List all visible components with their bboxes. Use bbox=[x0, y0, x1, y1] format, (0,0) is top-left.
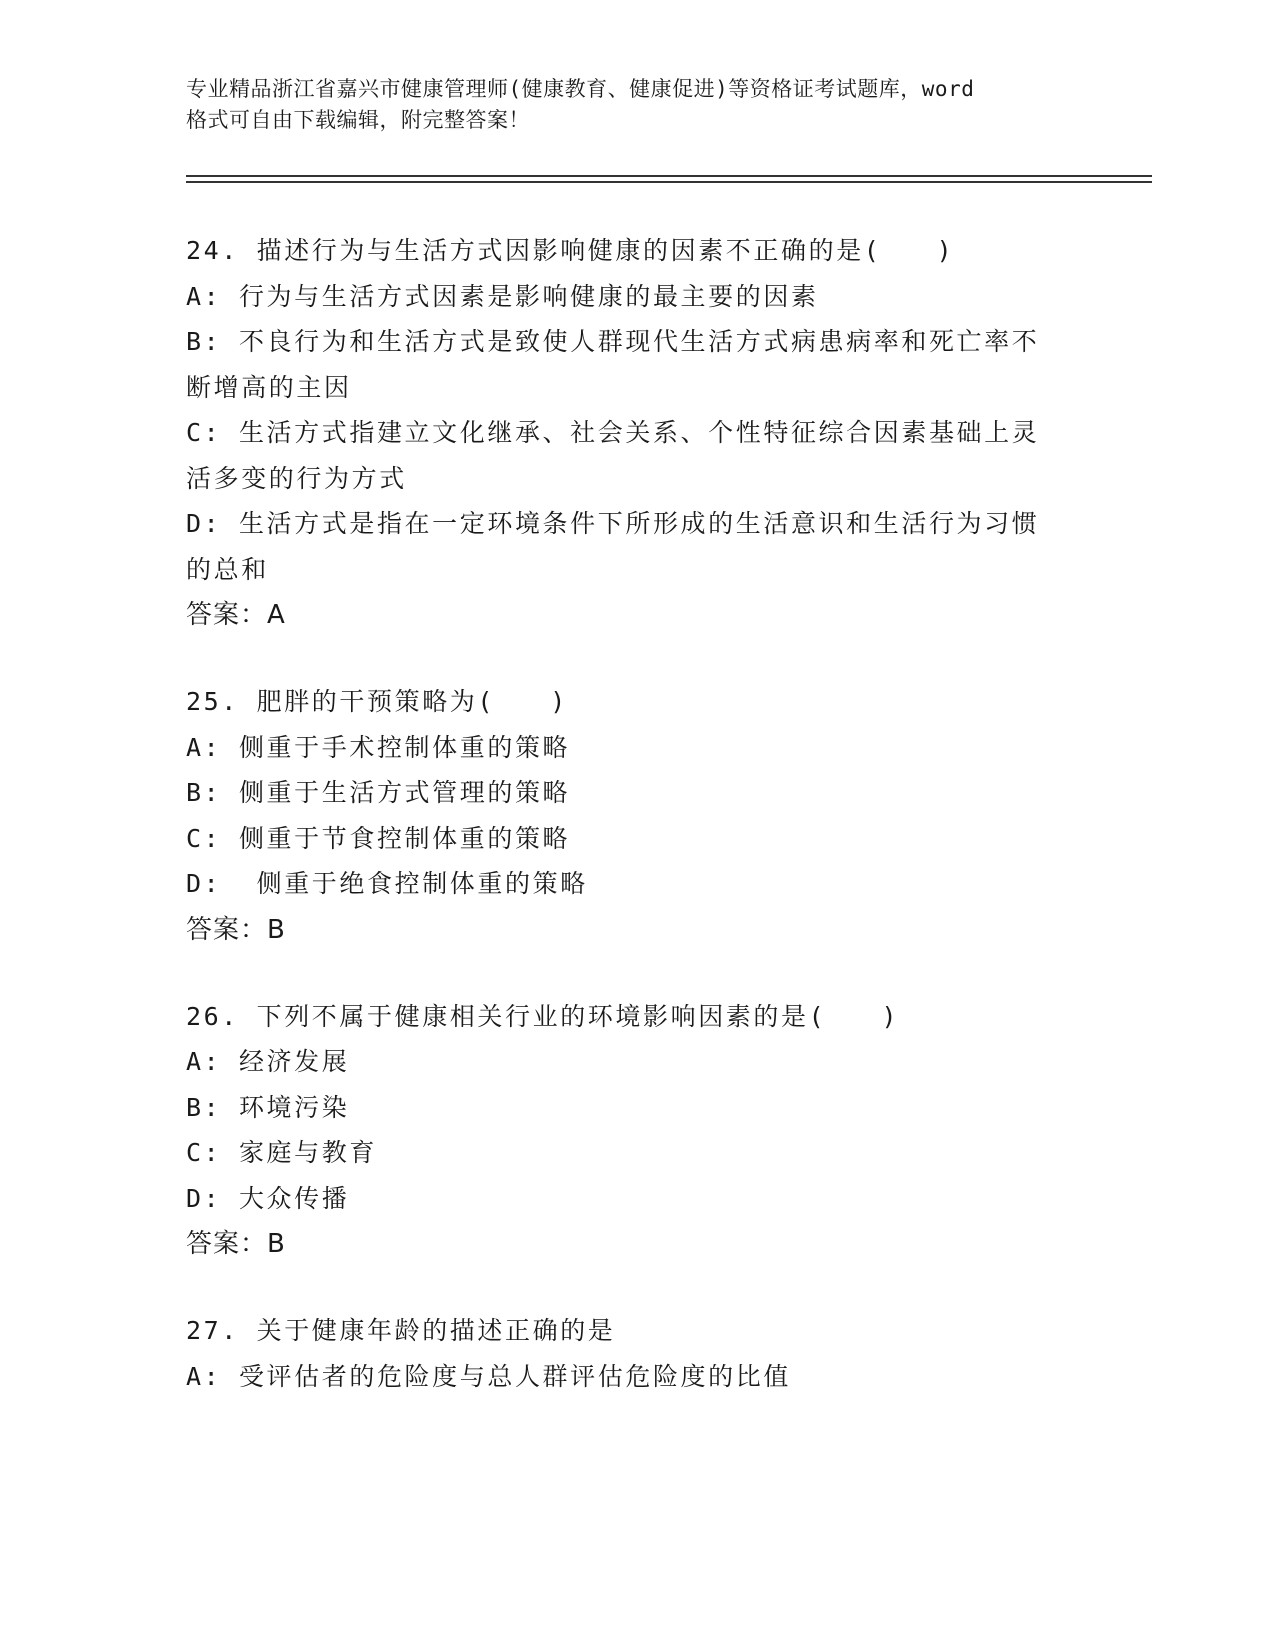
question-stem bbox=[186, 994, 1086, 1040]
answer-option-line bbox=[186, 319, 1086, 365]
answer-option-text: 的总和 bbox=[186, 554, 269, 584]
answer-option-text: A: 侧重于手术控制体重的策略 bbox=[186, 732, 571, 762]
answer-option-line bbox=[186, 547, 1086, 593]
header-line-1: 专业精品浙江省嘉兴市健康管理师(健康教育、健康促进)等资格证考试题库，word bbox=[186, 77, 975, 101]
answer-option-text: B: 不良行为和生活方式是致使人群现代生活方式病患病率和死亡率不 bbox=[186, 327, 1040, 356]
question-stem bbox=[186, 1308, 1086, 1354]
question-stem-text: 27. 关于健康年龄的描述正确的是 bbox=[186, 1316, 616, 1345]
answer-option-line bbox=[186, 725, 1086, 771]
answer-option-text: A: 受评估者的危险度与总人群评估危险度的比值 bbox=[186, 1361, 791, 1391]
answer-option-line bbox=[186, 1354, 1086, 1400]
question-stem-text: 25. 肥胖的干预策略为( ) bbox=[186, 687, 568, 716]
answer-option-line bbox=[186, 861, 1086, 907]
question-stem bbox=[186, 679, 1086, 725]
answer-option-text: D: 大众传播 bbox=[186, 1183, 350, 1213]
answer-option-text: B: 环境污染 bbox=[186, 1092, 350, 1122]
answer-option-text: C: 侧重于节食控制体重的策略 bbox=[186, 823, 571, 853]
answer-option-line bbox=[186, 274, 1086, 320]
answer-option-text: A: 经济发展 bbox=[186, 1047, 350, 1076]
answer-option-line bbox=[186, 1176, 1086, 1222]
question-block bbox=[186, 679, 1086, 953]
answer-option-text: A: 行为与生活方式因素是影响健康的最主要的因素 bbox=[186, 281, 819, 311]
answer-option-line bbox=[186, 1085, 1086, 1131]
answer-option-line bbox=[186, 456, 1086, 502]
answer-option-text: C: 家庭与教育 bbox=[186, 1138, 377, 1167]
answer-option-line bbox=[186, 770, 1086, 816]
header-line-2: 格式可自由下载编辑，附完整答案！ bbox=[186, 108, 530, 132]
answer-option-text: 活多变的行为方式 bbox=[186, 463, 407, 493]
question-stem-text: 24. 描述行为与生活方式因影响健康的因素不正确的是( ) bbox=[186, 236, 955, 265]
answer-option-text: 断增高的主因 bbox=[186, 372, 352, 402]
answer-option-line bbox=[186, 501, 1086, 547]
answer-option-text: D: 生活方式是指在一定环境条件下所形成的生活意识和生活行为习惯 bbox=[186, 509, 1040, 538]
question-block bbox=[186, 1308, 1086, 1399]
header-divider-bottom bbox=[186, 181, 1152, 183]
answer-option-text: D: 侧重于绝食控制体重的策略 bbox=[186, 869, 588, 898]
answer-option-line bbox=[186, 1130, 1086, 1176]
answer-option-line bbox=[186, 365, 1086, 411]
question-block bbox=[186, 228, 1086, 638]
answer-option-line bbox=[186, 1039, 1086, 1085]
question-stem-text: 26. 下列不属于健康相关行业的环境影响因素的是( ) bbox=[186, 1001, 900, 1031]
document-header bbox=[186, 74, 1106, 136]
question-list bbox=[186, 228, 1086, 1440]
answer-option-text: C: 生活方式指建立文化继承、社会关系、个性特征综合因素基础上灵 bbox=[186, 418, 1040, 447]
question-block bbox=[186, 994, 1086, 1268]
header-divider-top bbox=[186, 175, 1152, 177]
answer-option-text: B: 侧重于生活方式管理的策略 bbox=[186, 778, 571, 807]
correct-answer: 答案：B bbox=[186, 914, 286, 945]
answer-option-line bbox=[186, 410, 1086, 456]
correct-answer: 答案：A bbox=[186, 600, 286, 630]
answer-option-line bbox=[186, 816, 1086, 862]
question-stem bbox=[186, 228, 1086, 274]
correct-answer: 答案：B bbox=[186, 1229, 286, 1259]
